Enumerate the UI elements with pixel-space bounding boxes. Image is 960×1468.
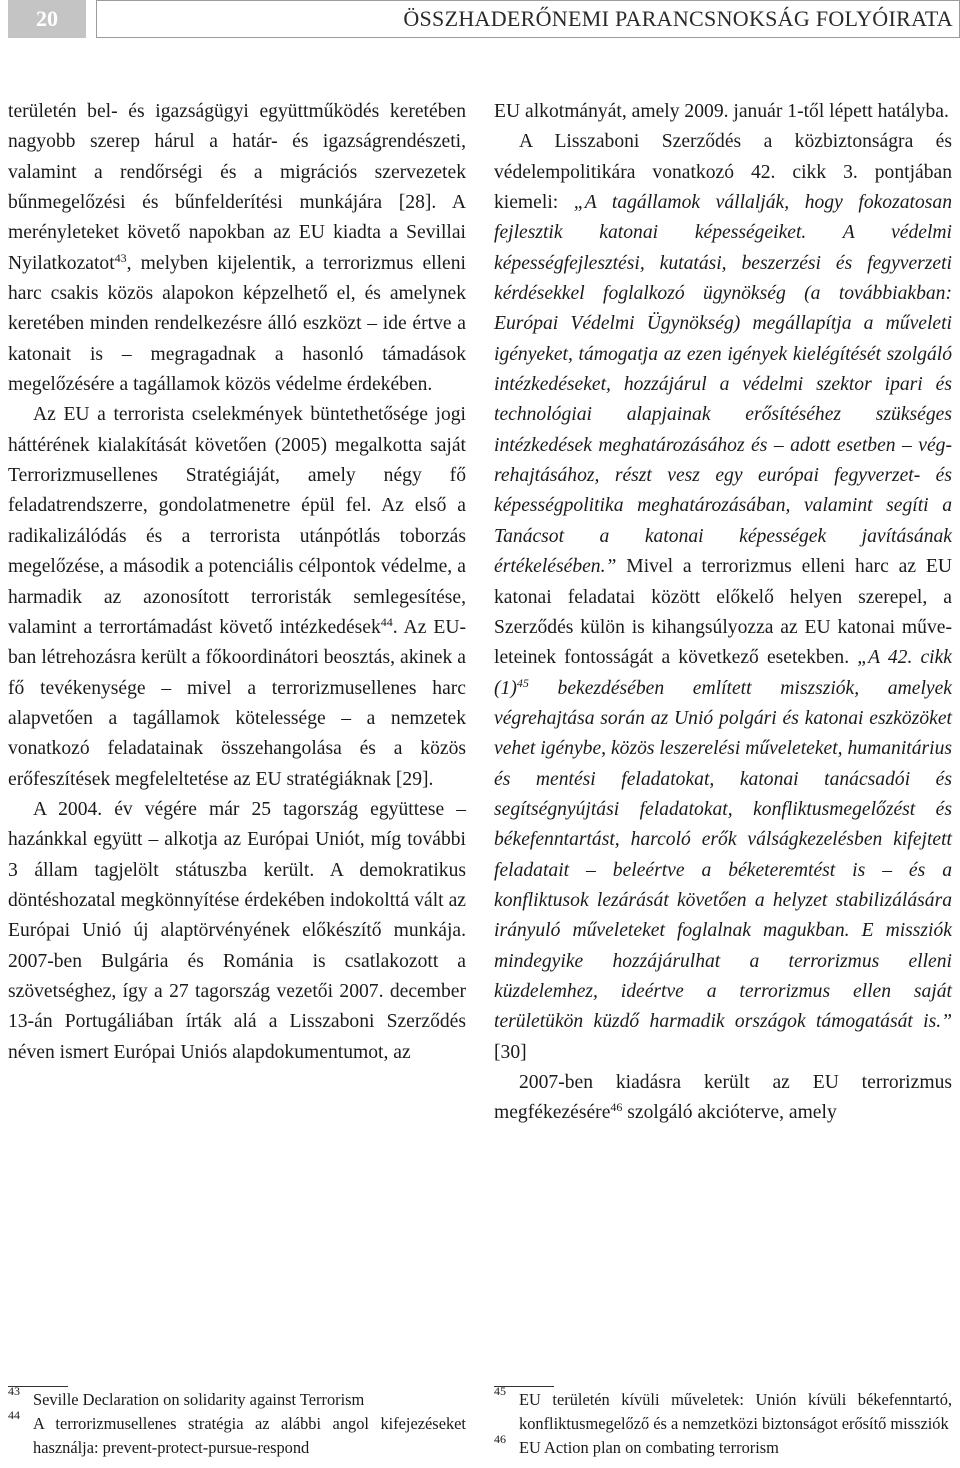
- footnote-ref-45[interactable]: 45: [516, 675, 529, 690]
- footnotes-right: [494, 1384, 952, 1460]
- left-p2-text-a: Az EU a terrorista cselekmények büntethetősége jogi háttérének kialakítását követően (2005) megalkotta saját Terrorizmusellenes Stratégiáját, amely négy fő feladatrendszerre, gondolatmenetre épül fel. Az első a radikalizálódás és a terrorista utánpótlás toborzás megelőzése, a második a potenciális célpontok védelme, a harmadik az azonosított terroristák semlegesítése, valamint a terrortámadást követő intézkedések: [8, 404, 466, 638]
- left-column: [8, 97, 466, 1068]
- citation-30: [30]: [494, 1041, 527, 1063]
- right-p2-text-b: Mivel a terrorizmus elleni harc az EU katonai feladatai között előkelő helyen szerepel, a Szerződés külön is kihangsúlyozza az EU katonai műveleteinek fontosságát a következő esetekben.: [494, 556, 952, 669]
- footnote-text: A terrorizmusellenes stratégia az alábbi angol kifejezéseket használja: prevent-protect-pursue-respond: [33, 1414, 466, 1457]
- footnote-43: [8, 1384, 466, 1412]
- right-column: [494, 97, 952, 1129]
- footnote-ref-43[interactable]: 43: [114, 250, 127, 265]
- footnote-ref-46[interactable]: 46: [610, 1100, 623, 1115]
- right-paragraph-3: [494, 1068, 952, 1129]
- left-paragraph-1: [8, 97, 466, 400]
- footnote-number: 45: [494, 1384, 506, 1398]
- footnote-text: EU területén kívüli műveletek: Unión kívüli békefenntartó, konfliktusmegelőző és a nemzetközi biztonságot erősítő missziók: [519, 1390, 952, 1433]
- right-paragraph-2: [494, 127, 952, 1068]
- left-paragraph-2: [8, 400, 466, 794]
- right-p3-text-a: 2007-ben kiadásra került az EU terrorizmus megfékezésére: [494, 1072, 952, 1124]
- footnote-number: 46: [494, 1432, 506, 1446]
- footnote-text: Seville Declaration on solidarity against Terrorism: [33, 1390, 365, 1409]
- right-p3-text-b: szolgáló akcióterve, amely: [622, 1102, 837, 1124]
- footnote-number: 44: [8, 1408, 20, 1422]
- footnote-44: [8, 1408, 466, 1460]
- treaty-quote-2-a: „A 42. cikk (1): [494, 647, 952, 699]
- footnote-45: [494, 1384, 952, 1436]
- left-p2-text-b: . Az EU-ban létrehozásra került a főkoordinátori beosztás, akinek a fő tevékenysége – mivel a terrorizmusellenes harc alapvetően a tagállamok kötelessége – a nemzetek vonatkozó feladatainak összehangolása és a közös erőfeszítések megfeleltetése az EU stratégiáknak [29].: [8, 616, 466, 790]
- page-number: 20: [8, 0, 86, 38]
- left-paragraph-3: A 2004. év végére már 25 tagország együttese – hazánkkal együtt – alkotja az Európai Uniót, míg további 3 állam tagjelölt státuszba került. A demokratikus döntéshozatal megkönnyítése érdekében indokolttá vált az Európai Unió új alaptörvényének előkészítő munkája. 2007-ben Bulgária és Románia is csatlakozott a szövetséghez, így a 27 tagország vezetői 2007. december 13-án Portugáliában írták alá a Lisszaboni Szerződés néven ismert Európai Uniós alapdokumentumot, az: [8, 798, 466, 1063]
- treaty-quote-2-b: bekezdésében említett miszsziók, amelyek végrehajtása során az Unió polgári és katonai eszközöket vehet igénybe, közös leszerelési műveleteket, humanitárius és mentési feladatokat, katonai tanácsadói és segítségnyújtási feladatokat, konfliktusmegelőzést és békefenntartást, harcoló erők válságkezelésben kifejtett feladatait – beleértve a béketeremtést is – és a konfliktusok lezárását követően a helyzet stabilizálására irányuló műveleteket foglalnak magukban. E missziók mindegyike hozzájárulhat a terrorizmus elleni küzdelemhez, ideértve a terrorizmus ellen saját területükön küzdő harmadik országok támogatását is.”: [494, 677, 952, 1033]
- page-header: [8, 0, 960, 38]
- treaty-quote-1: „A tagállamok vállalják, hogy fokozatosan fejlesztik katonai képességeiket. A védelmi képességfejlesztési, kutatási, beszerzési és fegyverzeti kérdésekkel foglalkozó ügynökség (a továbbiakban: Európai Védelmi Ügynökség) megállapítja a műveleti igényeket, támogatja az ezen igények kielégítését szolgáló intézkedéseket, hozzájárul a védelmi szektor ipari és technológiai alapjainak erősítéséhez szükséges intézkedések meghatározásához és – adott esetben – végrehajtásához, részt vesz egy európai fegyverzet- és képességpolitika meghatározásában, valamint segíti a Tanácsot a katonai képességek javításának értékelésében.”: [494, 192, 952, 578]
- footnote-text: EU Action plan on combating terrorism: [519, 1438, 779, 1457]
- footnote-number: 43: [8, 1384, 20, 1398]
- right-paragraph-1: EU alkotmányát, amely 2009. január 1-től lépett hatályba.: [494, 101, 949, 122]
- left-p1-text-b: , melyben kijelentik, a terrorizmus elleni harc csakis közös alapokon képzelhető el, és amelynek keretében minden rendelkezésre álló eszközt – ide értve a katonait is – megragadnak a hasonló támadások megelőzésére a tagállamok közös védelme érdekében.: [8, 252, 466, 396]
- footnote-46: [494, 1432, 952, 1460]
- right-p2-text-a: A Lisszaboni Szerződés a közbiztonságra és védelempolitikára vonatkozó 42. cikk 3. pontjában kiemeli:: [494, 131, 952, 214]
- footnotes-left: [8, 1384, 466, 1460]
- left-p1-text-a: területén bel- és igazságügyi együttműködés keretében nagyobb szerep hárul a határ- és igazságrendészeti, valamint a rendőrségi és a migrációs szervezetek bűnmegelőzési és bűnfelderítési munkájára [28]. A merényleteket követő napokban az EU kiadta a Sevillai Nyilatkozatot: [8, 101, 466, 274]
- footnote-ref-44[interactable]: 44: [380, 614, 393, 629]
- treaty-quote-2: [494, 647, 952, 1032]
- journal-title: ÖSSZHADERŐNEMI PARANCSNOKSÁG FOLYÓIRATA: [96, 0, 960, 38]
